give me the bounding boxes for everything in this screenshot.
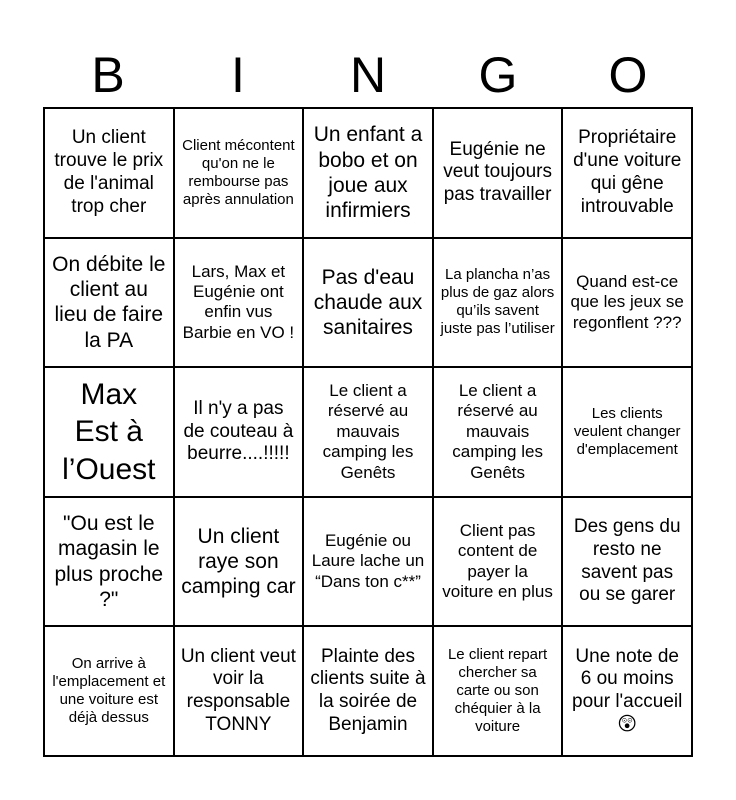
bingo-cell-r2c2[interactable]: Lars, Max et Eugénie ont enfin vus Barbie en VO ! bbox=[174, 238, 304, 368]
bingo-cell-r1c4[interactable]: Eugénie ne veut toujours pas travailler bbox=[433, 108, 563, 238]
bingo-cell-r1c3[interactable]: Un enfant a bobo et on joue aux infirmiers bbox=[303, 108, 433, 238]
bingo-cell-r1c5[interactable]: Propriétaire d'une voiture qui gêne introuvable bbox=[562, 108, 692, 238]
bingo-cell-r4c2[interactable]: Un client raye son camping car bbox=[174, 497, 304, 627]
bingo-cell-r3c3[interactable]: Le client a réservé au mauvais camping les Genêts bbox=[303, 367, 433, 497]
bingo-cell-r2c5[interactable]: Quand est-ce que les jeux se regonflent ??? bbox=[562, 238, 692, 368]
bingo-cell-r5c3[interactable]: Plainte des clients suite à la soirée de Benjamin bbox=[303, 626, 433, 756]
bingo-cell-r2c4[interactable]: La plancha n’as plus de gaz alors qu’ils savent juste pas l’utiliser bbox=[433, 238, 563, 368]
bingo-cell-r3c5[interactable]: Les clients veulent changer d'emplacement bbox=[562, 367, 692, 497]
header-letter-b: B bbox=[91, 47, 125, 103]
bingo-cell-r5c2[interactable]: Un client veut voir la responsable TONNY bbox=[174, 626, 304, 756]
bingo-cell-r5c4[interactable]: Le client repart chercher sa carte ou son chéquier à la voiture bbox=[433, 626, 563, 756]
bingo-cell-r3c4[interactable]: Le client a réservé au mauvais camping les Genêts bbox=[433, 367, 563, 497]
bingo-grid bbox=[43, 107, 693, 757]
header-letter-g: G bbox=[478, 47, 518, 103]
bingo-cell-r3c2[interactable]: Il n'y a pas de couteau à beurre....!!!!! bbox=[174, 367, 304, 497]
header-letter-n: N bbox=[349, 47, 387, 103]
bingo-cell-r1c2[interactable]: Client mécontent qu'on ne le rembourse pas après annulation bbox=[174, 108, 304, 238]
header-letter-i: I bbox=[231, 47, 245, 103]
header-letter-o: O bbox=[608, 47, 648, 103]
bingo-header bbox=[43, 44, 693, 106]
bingo-cell-r4c3[interactable]: Eugénie ou Laure lache un “Dans ton c**” bbox=[303, 497, 433, 627]
bingo-cell-r3c1[interactable]: Max Est à l’Ouest bbox=[44, 367, 174, 497]
bingo-cell-r2c3[interactable]: Pas d'eau chaude aux sanitaires bbox=[303, 238, 433, 368]
bingo-cell-r2c1[interactable]: On débite le client au lieu de faire la PA bbox=[44, 238, 174, 368]
bingo-cell-r4c1[interactable]: "Ou est le magasin le plus proche ?" bbox=[44, 497, 174, 627]
bingo-cell-r5c1[interactable]: On arrive à l'emplacement et une voiture est déjà dessus bbox=[44, 626, 174, 756]
bingo-cell-r1c1[interactable]: Un client trouve le prix de l'animal trop cher bbox=[44, 108, 174, 238]
bingo-cell-r4c5[interactable]: Des gens du resto ne savent pas ou se garer bbox=[562, 497, 692, 627]
bingo-cell-r4c4[interactable]: Client pas content de payer la voiture en plus bbox=[433, 497, 563, 627]
bingo-cell-r5c5[interactable]: Une note de 6 ou moins pour l'accueil 😲 bbox=[562, 626, 692, 756]
